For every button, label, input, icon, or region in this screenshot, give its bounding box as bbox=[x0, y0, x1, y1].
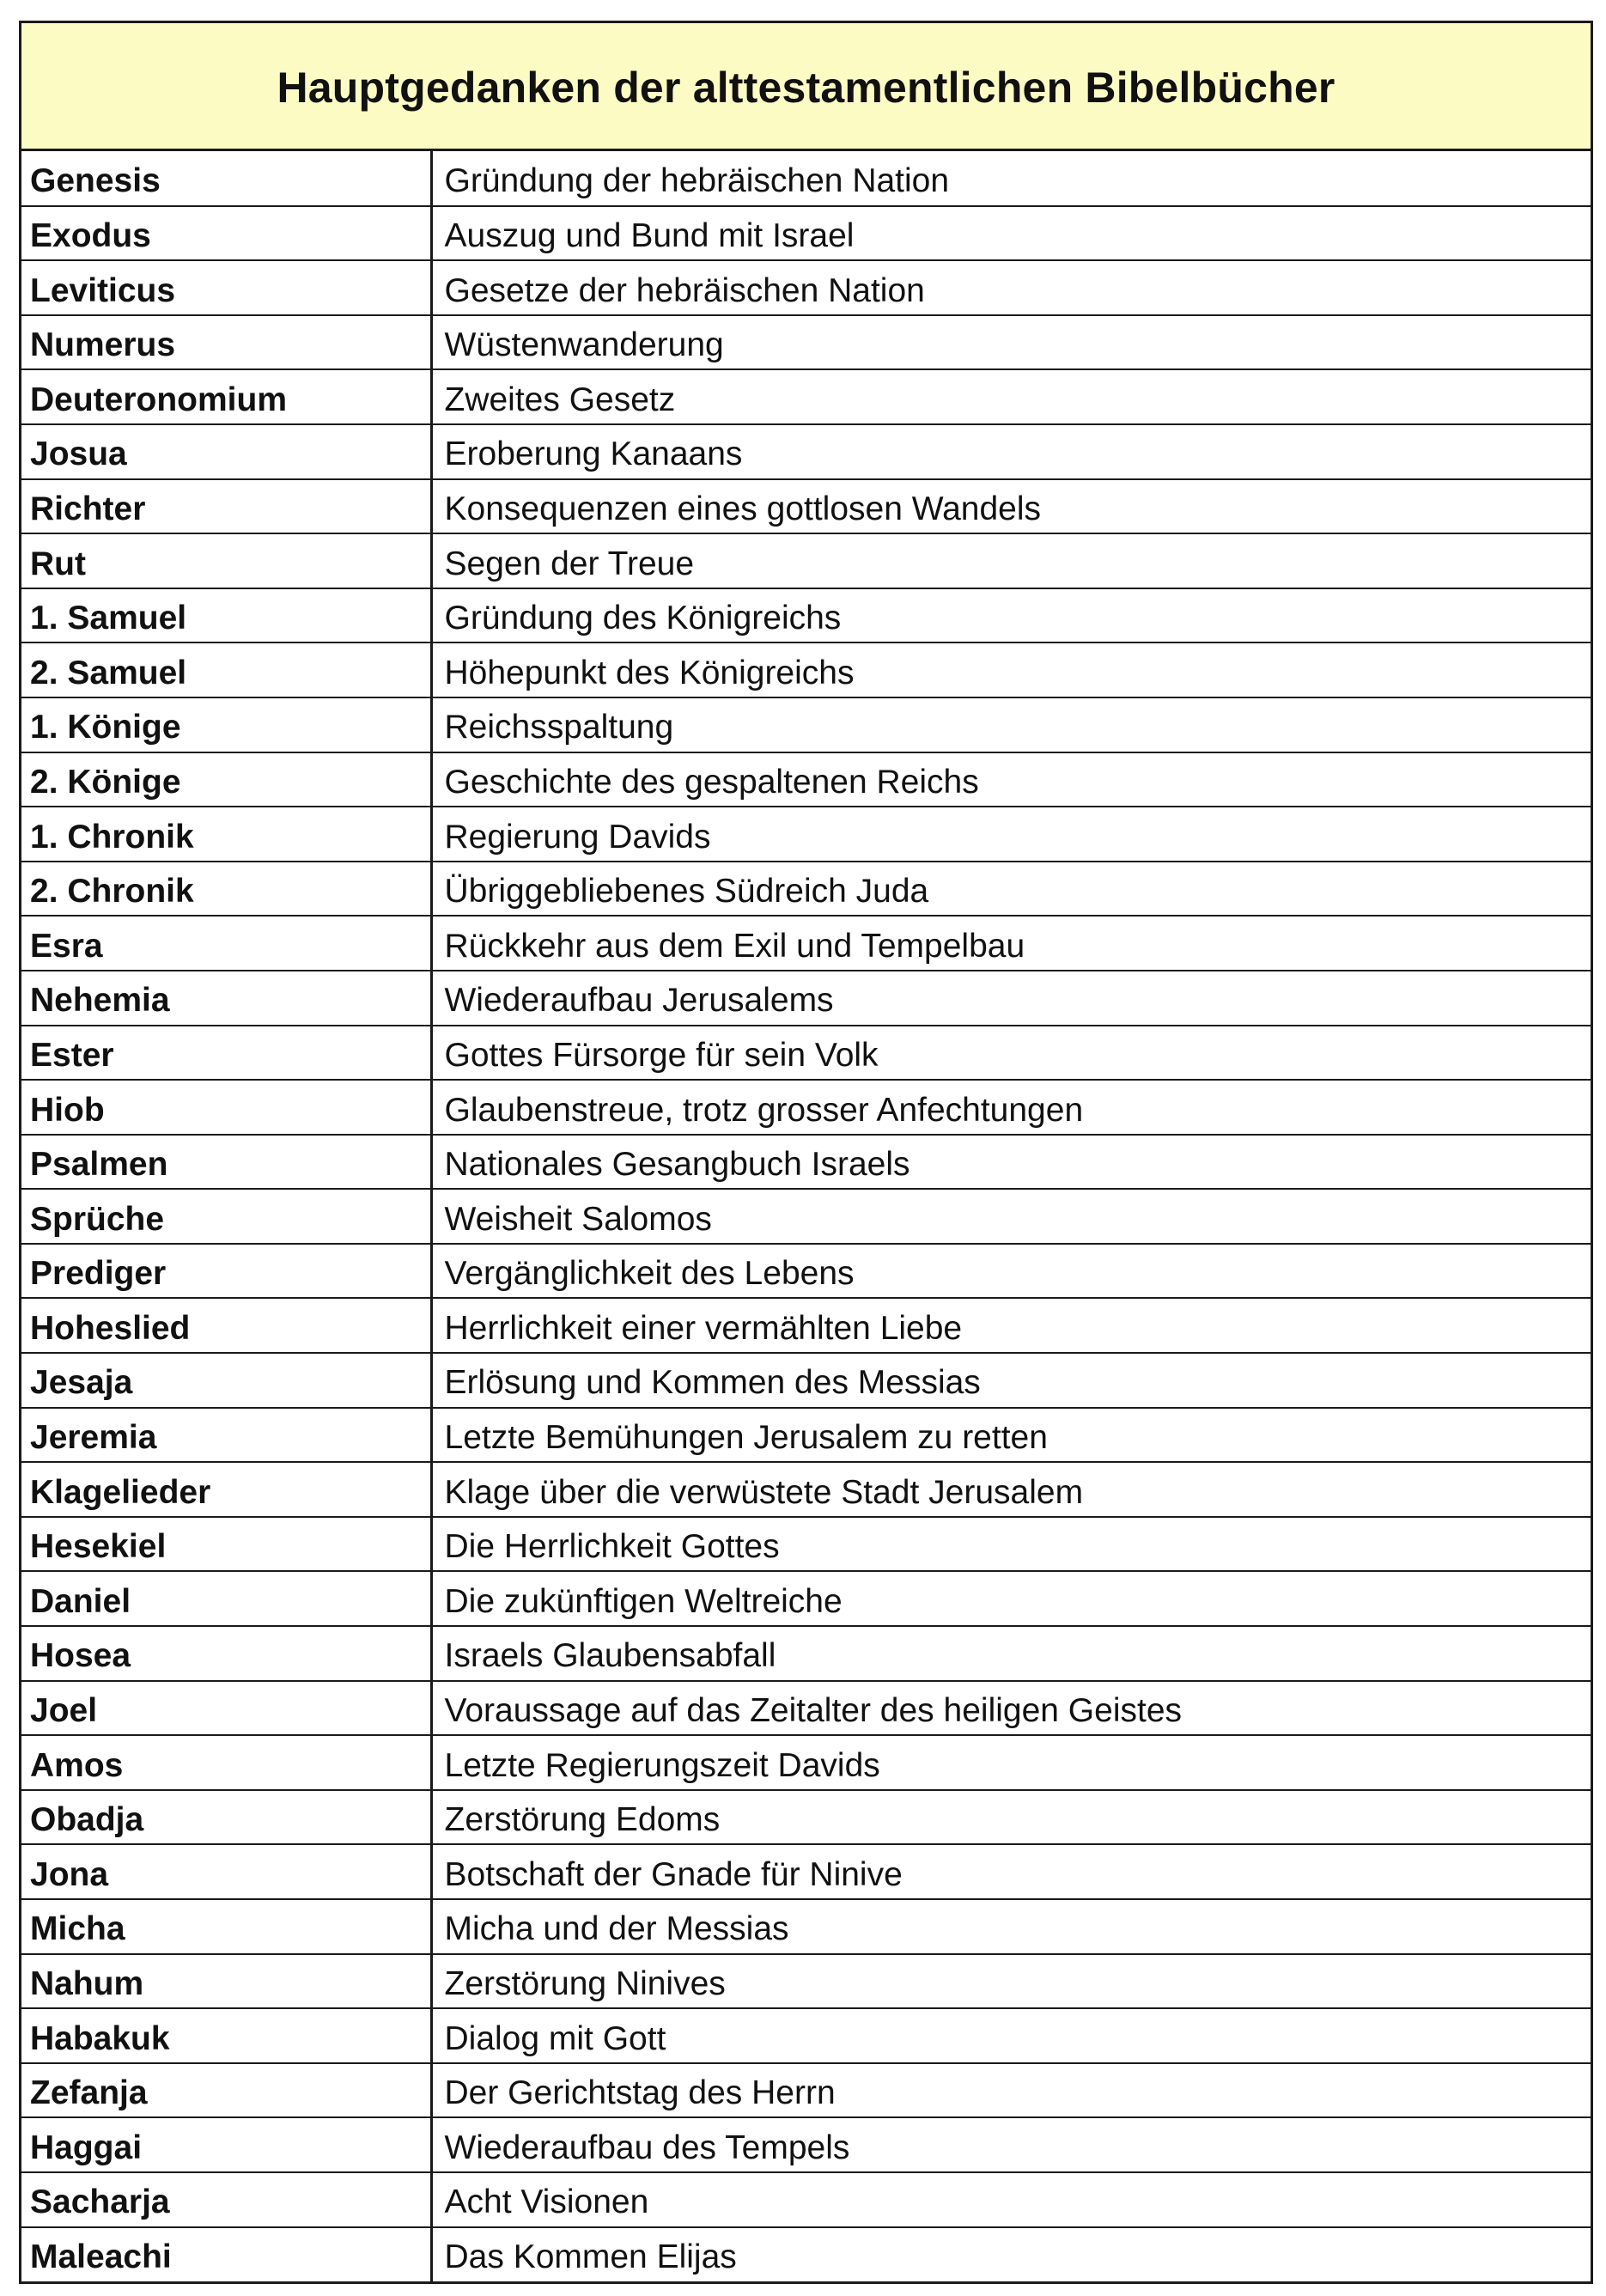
table-body bbox=[21, 151, 1591, 2281]
book-theme-cell: Botschaft der Gnade für Ninive bbox=[431, 1844, 1591, 1899]
book-name-cell: Esra bbox=[21, 916, 431, 971]
book-theme-cell: Gottes Fürsorge für sein Volk bbox=[431, 1026, 1591, 1081]
table-row bbox=[21, 1844, 1591, 1899]
bible-books-table bbox=[19, 21, 1593, 2284]
table-row bbox=[21, 752, 1591, 807]
table-row bbox=[21, 1735, 1591, 1790]
book-name-cell: Prediger bbox=[21, 1244, 431, 1299]
book-theme-cell: Gesetze der hebräischen Nation bbox=[431, 260, 1591, 315]
title-row bbox=[21, 23, 1591, 151]
table-row bbox=[21, 369, 1591, 424]
book-theme-cell: Rückkehr aus dem Exil und Tempelbau bbox=[431, 916, 1591, 971]
book-name-cell: Amos bbox=[21, 1735, 431, 1790]
book-theme-cell: Weisheit Salomos bbox=[431, 1189, 1591, 1244]
table-row bbox=[21, 807, 1591, 862]
table-row bbox=[21, 1681, 1591, 1736]
table-row bbox=[21, 260, 1591, 315]
book-name-cell: 1. Samuel bbox=[21, 588, 431, 643]
book-theme-cell: Acht Visionen bbox=[431, 2172, 1591, 2227]
book-theme-cell: Regierung Davids bbox=[431, 807, 1591, 862]
book-theme-cell: Die zukünftigen Weltreiche bbox=[431, 1571, 1591, 1626]
book-name-cell: 1. Chronik bbox=[21, 807, 431, 862]
book-name-cell: Haggai bbox=[21, 2117, 431, 2172]
table-row bbox=[21, 1571, 1591, 1626]
book-theme-cell: Geschichte des gespaltenen Reichs bbox=[431, 752, 1591, 807]
book-name-cell: Jeremia bbox=[21, 1408, 431, 1463]
book-name-cell: 2. Chronik bbox=[21, 862, 431, 917]
table-row bbox=[21, 2063, 1591, 2118]
table-row bbox=[21, 862, 1591, 917]
book-name-cell: Rut bbox=[21, 533, 431, 588]
book-theme-cell: Die Herrlichkeit Gottes bbox=[431, 1517, 1591, 1572]
book-name-cell: Obadja bbox=[21, 1790, 431, 1845]
book-theme-cell: Glaubenstreue, trotz grosser Anfechtungen bbox=[431, 1080, 1591, 1135]
table-row bbox=[21, 1899, 1591, 1954]
table-row bbox=[21, 424, 1591, 479]
book-theme-cell: Klage über die verwüstete Stadt Jerusalem bbox=[431, 1462, 1591, 1517]
book-theme-cell: Übriggebliebenes Südreich Juda bbox=[431, 862, 1591, 917]
book-name-cell: Sacharja bbox=[21, 2172, 431, 2227]
book-name-cell: Psalmen bbox=[21, 1135, 431, 1190]
table-row bbox=[21, 916, 1591, 971]
book-name-cell: Richter bbox=[21, 479, 431, 534]
book-theme-cell: Wüstenwanderung bbox=[431, 315, 1591, 370]
table-row bbox=[21, 1026, 1591, 1081]
book-theme-cell: Voraussage auf das Zeitalter des heiligen Geistes bbox=[431, 1681, 1591, 1736]
book-theme-cell: Zerstörung Ninives bbox=[431, 1954, 1591, 2009]
book-theme-cell: Auszug und Bund mit Israel bbox=[431, 206, 1591, 261]
book-name-cell: Nehemia bbox=[21, 971, 431, 1026]
book-name-cell: Hiob bbox=[21, 1080, 431, 1135]
book-theme-cell: Gründung der hebräischen Nation bbox=[444, 161, 950, 199]
book-name-cell: Jesaja bbox=[21, 1353, 431, 1408]
book-name-cell: Hesekiel bbox=[21, 1517, 431, 1572]
book-theme-cell: Herrlichkeit einer vermählten Liebe bbox=[431, 1298, 1591, 1353]
table-row bbox=[21, 479, 1591, 534]
book-theme-cell: Israels Glaubensabfall bbox=[431, 1626, 1591, 1681]
table-row bbox=[21, 2117, 1591, 2172]
table-row bbox=[21, 1462, 1591, 1517]
page-title: Hauptgedanken der alttestamentlichen Bibelbücher bbox=[277, 64, 1335, 112]
book-theme-cell: Der Gerichtstag des Herrn bbox=[431, 2063, 1591, 2118]
book-name-cell: Hoheslied bbox=[21, 1298, 431, 1353]
book-name-cell: Nahum bbox=[21, 1954, 431, 2009]
book-name-cell: Ester bbox=[21, 1026, 431, 1081]
book-name-cell: Genesis bbox=[21, 151, 431, 206]
book-theme-cell: Reichsspaltung bbox=[431, 697, 1591, 752]
table-row bbox=[21, 151, 1591, 206]
table-row bbox=[21, 2227, 1591, 2282]
table-row bbox=[21, 971, 1591, 1026]
book-name-cell: Hosea bbox=[21, 1626, 431, 1681]
book-theme-cell: Gründung des Königreichs bbox=[431, 588, 1591, 643]
table-row bbox=[21, 1790, 1591, 1845]
book-name-cell: Habakuk bbox=[21, 2008, 431, 2063]
book-theme-cell: Wiederaufbau des Tempels bbox=[431, 2117, 1591, 2172]
book-name-cell: Joel bbox=[21, 1681, 431, 1736]
table-row bbox=[21, 588, 1591, 643]
table-row bbox=[21, 2008, 1591, 2063]
table-row bbox=[21, 1626, 1591, 1681]
book-theme-cell: Eroberung Kanaans bbox=[431, 424, 1591, 479]
book-name-cell: Maleachi bbox=[21, 2227, 431, 2282]
book-name-cell: 1. Könige bbox=[21, 697, 431, 752]
book-name-cell: Micha bbox=[21, 1899, 431, 1954]
book-theme-cell: Micha und der Messias bbox=[431, 1899, 1591, 1954]
book-name-cell: Jona bbox=[21, 1844, 431, 1899]
table-row bbox=[21, 1353, 1591, 1408]
table-row bbox=[21, 1135, 1591, 1190]
book-name-cell: Zefanja bbox=[21, 2063, 431, 2118]
book-name-cell: Numerus bbox=[21, 315, 431, 370]
book-theme-cell: Höhepunkt des Königreichs bbox=[431, 643, 1591, 697]
book-theme-cell: Konsequenzen eines gottlosen Wandels bbox=[431, 479, 1591, 534]
table-row bbox=[21, 1517, 1591, 1572]
book-name-cell: 2. Samuel bbox=[21, 643, 431, 697]
book-name-cell: Deuteronomium bbox=[21, 369, 431, 424]
book-name-cell: Exodus bbox=[21, 206, 431, 261]
book-theme-cell: Vergänglichkeit des Lebens bbox=[431, 1244, 1591, 1299]
book-name-cell: Sprüche bbox=[21, 1189, 431, 1244]
table-row bbox=[21, 1954, 1591, 2009]
book-theme-cell: Das Kommen Elijas bbox=[431, 2227, 1591, 2282]
book-name-cell: Klagelieder bbox=[21, 1462, 431, 1517]
table-row bbox=[21, 206, 1591, 261]
table-row bbox=[21, 1408, 1591, 1463]
table-row bbox=[21, 697, 1591, 752]
table-row bbox=[21, 2172, 1591, 2227]
table-row bbox=[21, 1298, 1591, 1353]
table-row bbox=[21, 1244, 1591, 1299]
book-theme-cell: Zweites Gesetz bbox=[431, 369, 1591, 424]
books-table bbox=[21, 151, 1591, 2281]
book-theme-cell: Letzte Regierungszeit Davids bbox=[431, 1735, 1591, 1790]
book-name-cell: Josua bbox=[21, 424, 431, 479]
table-row bbox=[21, 533, 1591, 588]
book-name-cell: Leviticus bbox=[21, 260, 431, 315]
book-theme-cell: Dialog mit Gott bbox=[431, 2008, 1591, 2063]
table-row bbox=[21, 1189, 1591, 1244]
table-row bbox=[21, 1080, 1591, 1135]
book-theme-cell: Zerstörung Edoms bbox=[431, 1790, 1591, 1845]
table-row bbox=[21, 315, 1591, 370]
book-theme-cell: Segen der Treue bbox=[431, 533, 1591, 588]
book-name-cell: 2. Könige bbox=[21, 752, 431, 807]
book-theme-cell: Erlösung und Kommen des Messias bbox=[431, 1353, 1591, 1408]
book-name-cell: Daniel bbox=[21, 1571, 431, 1626]
table-row bbox=[21, 643, 1591, 697]
book-theme-cell: Nationales Gesangbuch Israels bbox=[431, 1135, 1591, 1190]
book-theme-cell: Letzte Bemühungen Jerusalem zu retten bbox=[431, 1408, 1591, 1463]
book-theme-cell: Wiederaufbau Jerusalems bbox=[431, 971, 1591, 1026]
